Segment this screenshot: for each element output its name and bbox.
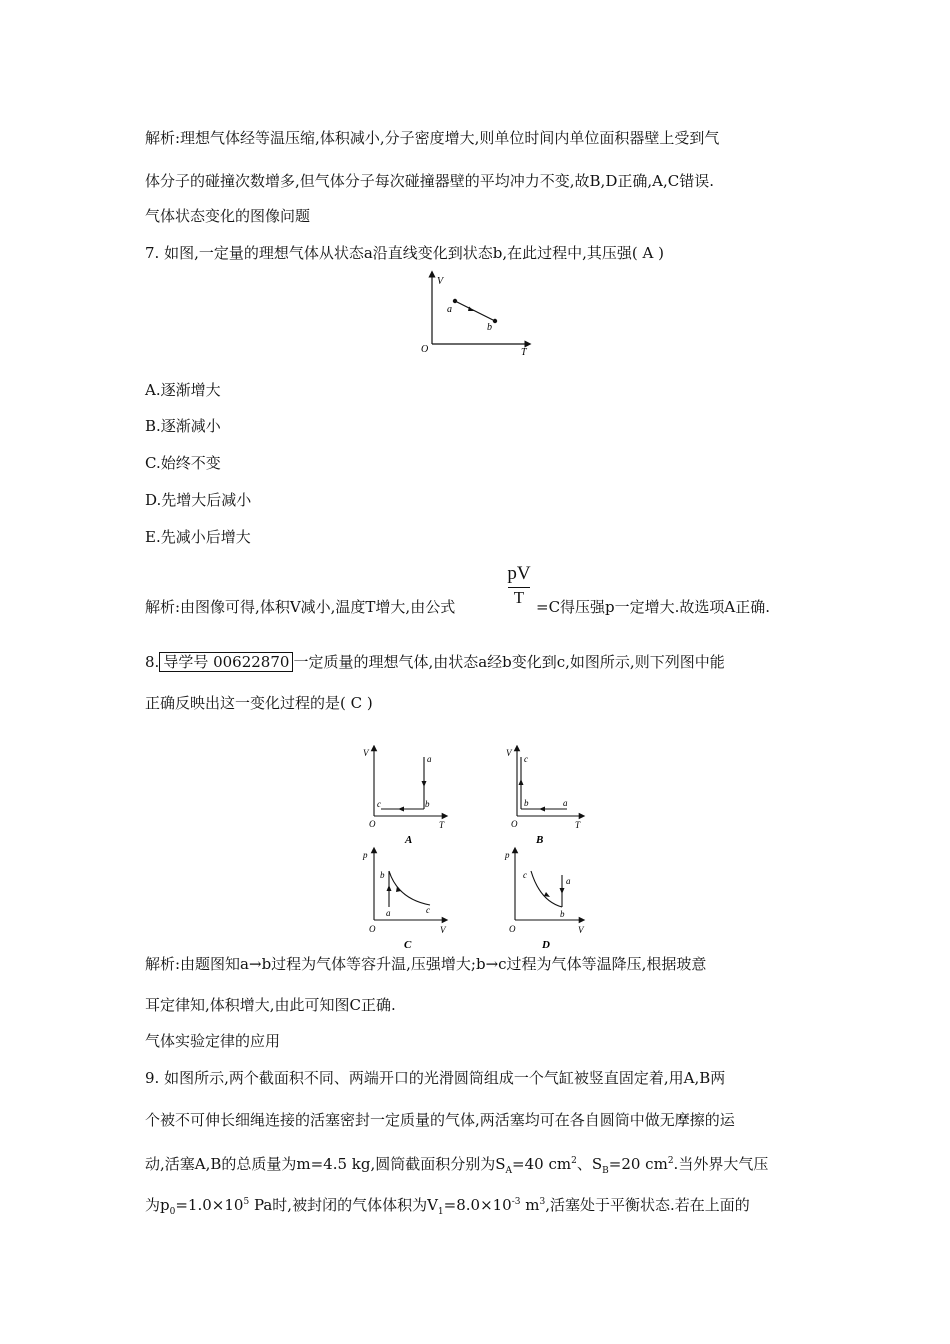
q8-graphs — [360, 745, 600, 950]
question-9-line-4: 为$p_0=1.0\times 10^5$ Pa时,被封闭的气体体积为$V_1=8.0\times 10^{-3}$ $m^3$,活塞处于平衡状态.若在上面的 — [145, 1196, 750, 1217]
svg-text:p: p — [505, 850, 510, 860]
svg-text:O: O — [369, 924, 376, 934]
svg-text:V: V — [440, 925, 446, 935]
question-9-line-1: 9. 如图所示,两个截面积不同、两端开口的光滑圆筒组成一个气缸被竖直固定着,用A,B两 — [145, 1069, 726, 1087]
q8-graph-b — [506, 748, 582, 846]
q8-graph-d-label: D — [542, 939, 550, 950]
svg-text:a: a — [563, 798, 568, 808]
q7-label-b: b — [487, 322, 492, 333]
q7-point-b — [493, 319, 497, 323]
svg-text:c: c — [524, 754, 528, 764]
q7-formula — [504, 563, 534, 608]
svg-text:O: O — [509, 924, 516, 934]
svg-text:p: p — [363, 850, 368, 860]
question-8-line-1 — [145, 652, 725, 672]
q8-analysis-line-1: 解析:由题图知a→b过程为气体等容升温,压强增大;b→c过程为气体等温降压,根据玻意 — [145, 955, 707, 973]
section-heading-graph-problems: 气体状态变化的图像问题 — [145, 207, 311, 225]
svg-text:T: T — [439, 820, 445, 830]
svg-text:V: V — [578, 925, 584, 935]
q7-process-arrow — [468, 307, 474, 312]
svg-text:c: c — [377, 799, 381, 809]
q7-origin: O — [421, 344, 429, 355]
svg-text:b: b — [524, 798, 529, 808]
q8-graph-c-label: C — [404, 939, 412, 950]
q7-analysis-prefix: 解析:由图像可得,体积V减小,温度T增大,由公式 — [145, 598, 456, 616]
q7-vt-graph — [418, 270, 536, 358]
q7-option-c: C.始终不变 — [145, 454, 221, 472]
svg-text:O: O — [369, 819, 376, 829]
q8-analysis-line-2: 耳定律知,体积增大,由此可知图C正确. — [145, 996, 396, 1014]
svg-text:b: b — [380, 870, 385, 880]
question-8-line-2: 正确反映出这一变化过程的是( C ) — [145, 694, 373, 712]
q7-analysis-suffix: =C得压强p一定增大.故选项A正确. — [536, 598, 771, 616]
q7-formula-numerator: pV — [507, 563, 531, 584]
q8-graph-b-label: B — [536, 834, 544, 846]
q7-option-b: B.逐渐减小 — [145, 417, 221, 435]
q8-graph-c — [362, 850, 447, 950]
question-7-stem: 7. 如图,一定量的理想气体从状态a沿直线变化到状态b,在此过程中,其压强( A ) — [145, 244, 665, 262]
q7-x-label: T — [521, 347, 527, 358]
q7-label-a: a — [447, 304, 452, 315]
svg-text:T: T — [575, 820, 581, 830]
q8-graph-d — [504, 850, 585, 950]
q7-y-label: V — [437, 276, 444, 287]
svg-text:b: b — [425, 799, 430, 809]
q7-point-a — [453, 299, 457, 303]
analysis-6-line-1: 解析:理想气体经等温压缩,体积减小,分子密度增大,则单位时间内单位面积器壁上受到气 — [145, 129, 720, 147]
q8-graph-a-label: A — [405, 834, 413, 846]
analysis-6-line-2: 体分子的碰撞次数增多,但气体分子每次碰撞器壁的平均冲力不变,故B,D正确,A,C错误. — [145, 172, 714, 190]
q7-process-line — [455, 301, 495, 321]
question-9-line-2: 个被不可伸长细绳连接的活塞密封一定质量的气体,两活塞均可在各自圆筒中做无摩擦的运 — [145, 1111, 735, 1129]
svg-text:O: O — [511, 819, 518, 829]
q8-stem-1: 一定质量的理想气体,由状态a经b变化到c,如图所示,则下列图中能 — [293, 653, 725, 671]
section-heading-gas-laws: 气体实验定律的应用 — [145, 1032, 281, 1050]
svg-text:V: V — [506, 748, 512, 758]
q8-number: 8. — [145, 653, 160, 671]
svg-text:c: c — [426, 905, 430, 915]
q8-tag-box: 导学号 00622870 — [159, 652, 293, 672]
q7-option-e: E.先减小后增大 — [145, 528, 251, 546]
svg-text:a: a — [386, 908, 391, 918]
q8-graph-a — [363, 748, 445, 846]
svg-text:a: a — [566, 876, 571, 886]
svg-text:V: V — [363, 748, 369, 758]
svg-text:b: b — [560, 909, 565, 919]
svg-text:c: c — [523, 870, 527, 880]
q7-option-d: D.先增大后减小 — [145, 491, 252, 509]
question-9-line-3: 动,活塞A,B的总质量为m=4.5 kg,圆筒截面积分别为$S_A=40$ $cm^2$、$S_B=20$ $cm^2$.当外界大气压 — [145, 1155, 769, 1176]
q7-option-a: A.逐渐增大 — [145, 381, 221, 399]
q7-formula-denominator: T — [513, 588, 525, 607]
svg-text:a: a — [427, 754, 432, 764]
